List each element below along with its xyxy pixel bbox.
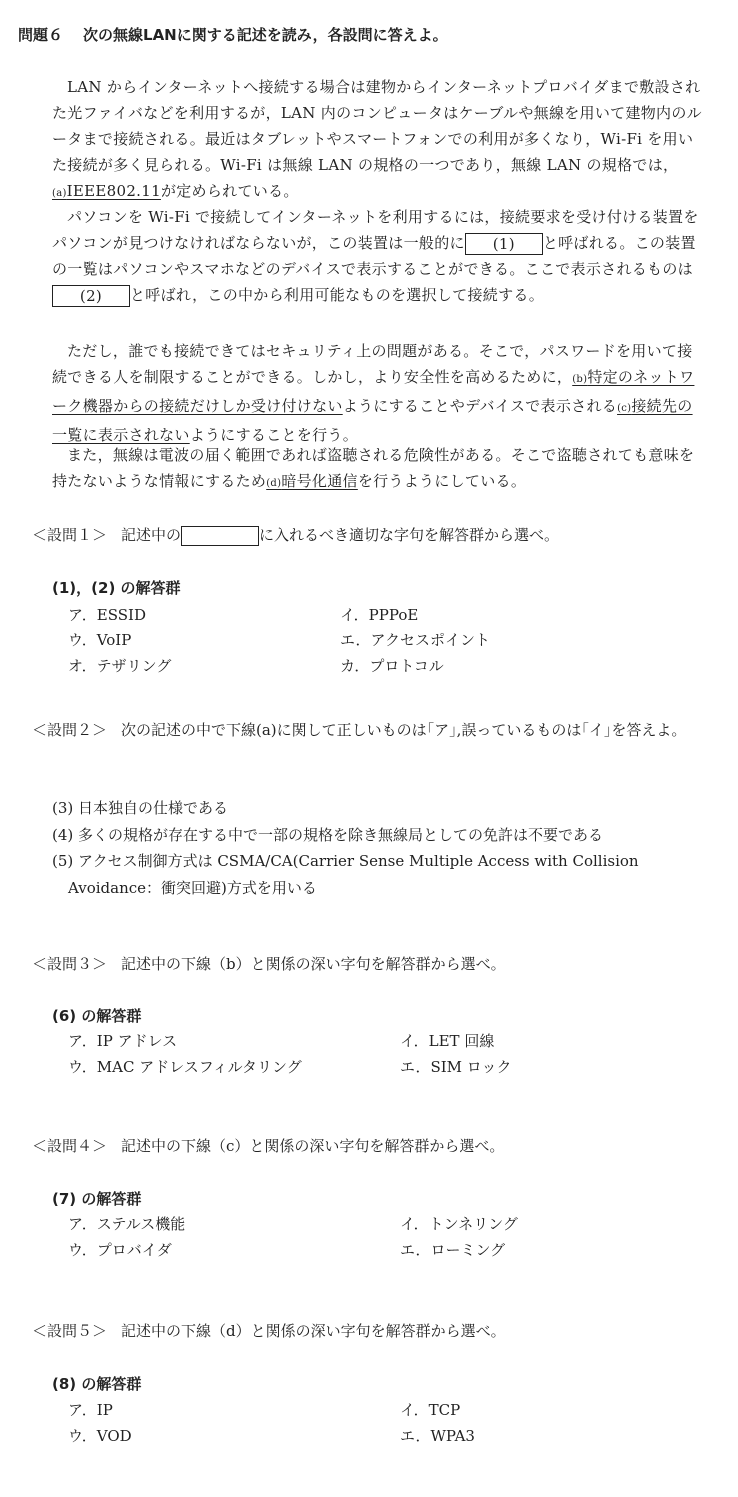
blank-box-2: (2) <box>52 285 130 307</box>
answer-group-8-label: (8) の解答群 <box>52 1375 142 1393</box>
underline-d-text: 暗号化通信 <box>281 472 358 490</box>
answer-option[interactable]: ア．IP アドレス <box>68 1032 178 1050</box>
answer-option[interactable]: エ．WPA3 <box>400 1427 475 1445</box>
answer-option[interactable]: ウ．プロバイダ <box>68 1241 172 1259</box>
passage-text: と呼ばれ，この中から利用可能なものを選択して接続する。 <box>130 286 545 304</box>
answer-option[interactable]: イ．トンネリング <box>400 1215 518 1233</box>
underline-c-text: 接続先の一覧に表示されない <box>52 397 693 444</box>
statement-item: (4) 多くの規格が存在する中で一部の規格を除き無線局としての免許は不要である <box>52 826 604 844</box>
answer-option[interactable]: エ．SIM ロック <box>400 1058 512 1076</box>
answer-group-7-label: (7) の解答群 <box>52 1190 142 1208</box>
answer-option[interactable]: ア．ステルス機能 <box>68 1215 186 1233</box>
answer-option[interactable]: カ．プロトコル <box>340 657 444 675</box>
underline-d <box>266 472 358 490</box>
passage-text: ただし，誰でも接続できてはセキュリティ上の問題がある。そこで，パスワードを用いて接続できる人を制限することができる。しかし，より安全性を高めるために， <box>52 342 693 386</box>
question-4-label: ＜設問４＞ <box>32 1137 108 1155</box>
answer-option[interactable]: イ．PPPoE <box>340 606 419 624</box>
blank-box-1: (1) <box>465 233 543 255</box>
passage-text: ようにすることやデバイスで表示される <box>342 397 618 415</box>
underline-mark-c: (c) <box>617 403 632 414</box>
answer-option[interactable]: イ．LET 回線 <box>400 1032 495 1050</box>
passage-text: が定められている。 <box>160 182 299 200</box>
statement-item-continued: Avoidance：衝突回避)方式を用いる <box>68 879 317 897</box>
passage-paragraph-1 <box>52 74 702 207</box>
passage-text: また，無線は電波の届く範囲であれば盗聴される危険性がある。そこで盗聴されても意味を持たないような情報にするため <box>52 446 695 490</box>
question-4-text: 記述中の下線（c）と関係の深い字句を解答群から選べ。 <box>121 1137 505 1155</box>
answer-option[interactable]: オ．テザリング <box>68 657 172 675</box>
statement-item: (3) 日本独自の仕様である <box>52 799 229 817</box>
answer-group-6-label: (6) の解答群 <box>52 1007 142 1025</box>
answer-option[interactable]: ア．ESSID <box>68 606 146 624</box>
answer-option[interactable]: ア．IP <box>68 1401 113 1419</box>
passage-text: ようにすることを行う。 <box>189 426 359 444</box>
question-2-header <box>32 717 704 743</box>
blank-box-sample <box>181 526 259 546</box>
underline-a-text: IEEE802.11 <box>66 182 161 200</box>
question-2-label: ＜設問２＞ <box>32 721 108 739</box>
problem-instruction: 次の無線LANに関する記述を読み，各設問に答えよ。 <box>83 26 448 44</box>
passage-text: と呼ばれる。この装置の一覧はパソコンやスマホなどのデバイスで表示することができる。ここで表示されるものは <box>52 234 696 278</box>
underline-a <box>52 182 161 200</box>
underline-b-text: 特定のネットワーク機器からの接続だけしか受け付けない <box>52 368 695 415</box>
question-1-text: に入れるべき適切な字句を解答群から選べ。 <box>259 526 560 544</box>
problem-title <box>18 24 448 45</box>
question-1-label: ＜設問１＞ <box>32 526 108 544</box>
question-1-header <box>32 522 712 548</box>
answer-option[interactable]: ウ．VoIP <box>68 631 132 649</box>
question-3-label: ＜設問３＞ <box>32 955 108 973</box>
answer-option[interactable]: エ．ローミング <box>400 1241 506 1259</box>
passage-paragraph-2 <box>52 204 702 308</box>
underline-mark-b: (b) <box>572 374 588 385</box>
question-2-text: 次の記述の中で下線(a)に関して正しいものは｢ア｣,誤っているものは｢イ｣を答えよ。 <box>121 721 687 739</box>
underline-mark-a: (a) <box>52 188 67 199</box>
answer-option[interactable]: ウ．MAC アドレスフィルタリング <box>68 1058 302 1076</box>
passage-paragraph-3 <box>52 338 702 448</box>
answer-group-1-label: (1)，(2) の解答群 <box>52 579 181 597</box>
answer-option[interactable]: エ．アクセスポイント <box>340 631 491 649</box>
problem-number: 問題６ <box>18 26 64 44</box>
question-3-header <box>32 951 712 977</box>
passage-text: パソコンを Wi-Fi で接続してインターネットを利用するには，接続要求を受け付ける装置をパソコンが見つけなければならないが，この装置は一般的に <box>52 208 699 252</box>
statement-item: (5) アクセス制御方式は CSMA/CA(Carrier Sense Multiple Access with Collision <box>52 852 639 870</box>
passage-text: LAN からインターネットへ接続する場合は建物からインターネットプロバイダまで敷設された光ファイバなどを利用するが，LAN 内のコンピュータはケーブルや無線を用いて建物内のルータまで接続される。最近はタブレットやスマートフォンでの利用が多くなり，Wi-Fi を用いた接続が多く見られる。Wi-Fi は無線 LAN の規格の一つであり，無線 LAN の規格では， <box>52 78 702 174</box>
underline-mark-d: (d) <box>266 478 282 489</box>
question-3-text: 記述中の下線（b）と関係の深い字句を解答群から選べ。 <box>121 955 506 973</box>
passage-paragraph-4 <box>52 442 702 497</box>
question-1-text: 記述中の <box>121 526 182 544</box>
question-5-header <box>32 1318 712 1344</box>
passage-text: を行うようにしている。 <box>357 472 527 490</box>
question-5-text: 記述中の下線（d）と関係の深い字句を解答群から選べ。 <box>121 1322 506 1340</box>
answer-option[interactable]: ウ．VOD <box>68 1427 132 1445</box>
question-4-header <box>32 1133 712 1159</box>
question-5-label: ＜設問５＞ <box>32 1322 108 1340</box>
answer-option[interactable]: イ．TCP <box>400 1401 461 1419</box>
